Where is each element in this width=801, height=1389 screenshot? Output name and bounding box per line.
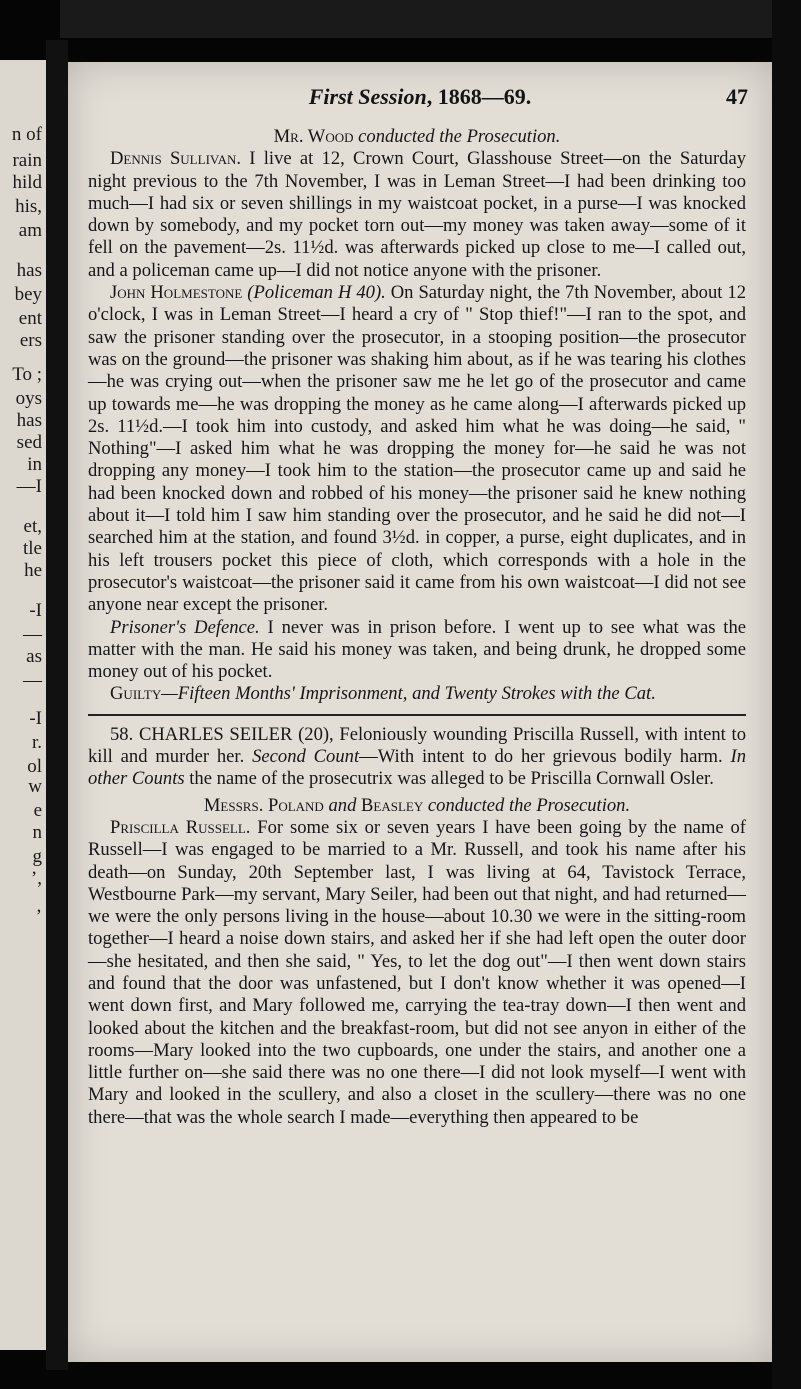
left-fragment: in [27, 454, 42, 475]
session-title: First Session [308, 84, 427, 109]
prosecution-note: conducted the Prosecution. [423, 794, 631, 816]
witness-name: John Holmestone [110, 282, 243, 304]
defence-text: I never was in prison before. I went up to see what was the matter with the man. He said his money was taken, and being drunk, he dropped some money out of his pocket. [88, 616, 746, 683]
left-fragment: has [16, 410, 42, 431]
left-fragment: has [16, 260, 42, 281]
defence-label: Prisoner's Defence. [110, 616, 260, 638]
facing-page-fragment [0, 60, 46, 1350]
case2-indictment [88, 724, 746, 791]
witness-testimony [88, 148, 746, 282]
left-fragment: n of [11, 124, 42, 145]
case2-prosecution-heading [88, 795, 746, 817]
prosecution-note: conducted the Prosecution. [353, 126, 561, 147]
verdict [88, 683, 746, 705]
left-fragment: tle [23, 538, 42, 559]
prosecutor-name-2: Beasley [361, 794, 424, 816]
other-counts-label: In other Counts [88, 746, 747, 790]
defendant-name: CHARLES SEILER (20), [133, 723, 334, 745]
left-fragment: g [32, 846, 42, 867]
prosecution-and: and [323, 794, 362, 816]
left-fragment: e [33, 800, 42, 821]
witness-badge: (Policeman H 40). [242, 282, 386, 304]
left-fragment: — [23, 624, 42, 645]
prisoner-defence [88, 617, 746, 684]
left-fragment: his, [15, 196, 42, 217]
case1-prosecution-heading [88, 126, 746, 148]
left-fragment: — [23, 670, 42, 691]
prosecutor-name: Messrs. Poland [203, 794, 324, 816]
witness-name: Dennis Sullivan. [110, 148, 242, 170]
left-fragment: as [26, 646, 42, 667]
second-count-label: Second Count [252, 746, 360, 768]
charge-text: Feloniously wounding Priscilla Russell, with intent to kill and murder her. [88, 723, 746, 768]
verdict-label: Guilty [110, 683, 162, 705]
left-fragment: ’, [30, 868, 42, 889]
testimony-text: On Saturday night, the 7th November, about 12 o'clock, I was in Leman Street—I heard a cry of " Stop thief!"—I ran to the spot, and saw the prisoner standing over the prosecutor, in a stooping position—the prosecutor was on the ground—the prisoner was shaking him about, as if he was tearing his clothes—he was crying out—when the prisoner saw me he let go of the prosecutor and came up towards me—he was dropping the money as he came along—I afterwards picked up 2s. 11½d.—I took him into custody, and asked him what he was doing—he said, " Nothing"—I asked him what he was dropping the money for—he said he was not dropping any money—I took him to the station—the prosecutor came up and said he had been knocked down and robbed of his money—the prisoner said he knew nothing about it—I told him I saw him standing over the prosecutor, and he said he did not—I searched him at the station, and found 3½d. in copper, a purse, eight duplicates, and in his left trousers pocket this piece of cloth, which corresponds with a hole in the prosecutor's waistcoat—the prisoner said it came from his own waistcoat—I did not see anyone near except the prisoner. [88, 282, 747, 616]
left-fragment: -I [29, 708, 42, 729]
witness-testimony [88, 282, 746, 616]
witness-name: Priscilla Russell. [110, 816, 251, 838]
left-fragment: ers [19, 330, 42, 351]
left-fragment: ’ [35, 906, 42, 927]
testimony-text: For some six or seven years I have been going by the name of Russell—I was engaged to be married to a Mr. Russell, and took his name after his death—on Sunday, 20th September last, I was living at 64, Tavistock Terrace, Westbourne Park—my servant, Mary Seiler, had been out that night, and had returned—we were the only persons living in the house—about 10.30 we were in the sitting-room together—I heard a noise down stairs, and asked her if she had left open the outer door—she hesitated, and then she said, " Yes, to let the dog out"—I then went down stairs and found that the door was unfastened, but I don't know whether it was opened—I went down first, and Mary followed me, carrying the tea-tray down—I then went and looked about the kitchen and the breakfast-room, but did not see anyon in either of the rooms—Mary looked into the two cupboards, one under the stairs, and another one a little further on—she said there was no one there—I did not look myself—I went with Mary and looked in the scullery, and also a closet in the scullery—there was no one there—that was the whole search I made—everything then appeared to be [88, 816, 746, 1128]
testimony-text: I live at 12, Crown Court, Glasshouse Street—on the Saturday night previous to the 7th November, I was in Leman Street—I had been drinking too much—I had six or seven shillings in my waistcoat pocket, in a purse—I was knocked down by somebody, and my pocket torn out—my money was taken away—some of it fell on the pavement—2s. 11½d. was afterwards picked up close to me—I called out, and a policeman came up—I did not notice anyone with the prisoner. [88, 148, 747, 281]
left-fragment: he [24, 560, 42, 581]
left-fragment: ol [27, 756, 42, 777]
book-gutter [46, 40, 68, 1370]
left-fragment: oys [15, 388, 42, 409]
left-fragment: bey [14, 284, 42, 305]
scan-top-edge [60, 0, 780, 38]
other-counts-text: the name of the prosecutrix was alleged to be Priscilla Cornwall Osler. [184, 768, 714, 790]
left-fragment: r. [31, 732, 42, 753]
sentence-text: —Fifteen Months' Imprisonment, and Twenty Strokes with the Cat. [161, 683, 656, 705]
case-number: 58. [110, 723, 134, 745]
prosecutor-name: Mr. Wood [273, 126, 354, 147]
page-header [88, 84, 752, 114]
left-fragment: n [32, 822, 42, 843]
left-fragment: hild [12, 172, 42, 193]
left-fragment: et, [23, 516, 42, 537]
left-fragment: sed [16, 432, 42, 453]
document-page [68, 62, 772, 1362]
scan-right-edge [772, 0, 801, 1389]
witness-testimony [88, 817, 746, 1129]
left-fragment: rain [12, 150, 42, 171]
left-fragment: -I [29, 600, 42, 621]
second-count-text: —With intent to do her grievous bodily harm. [359, 746, 731, 768]
left-fragment: —I [16, 476, 42, 497]
page-number: 47 [726, 84, 748, 109]
page-body [88, 126, 746, 1129]
left-fragment: w [28, 776, 42, 797]
running-head [88, 84, 752, 110]
left-fragment: To ; [12, 364, 42, 385]
left-fragment: am [18, 220, 42, 241]
case-divider [88, 714, 746, 716]
left-fragment: ent [18, 308, 42, 329]
session-years: , 1868—69. [426, 84, 532, 109]
